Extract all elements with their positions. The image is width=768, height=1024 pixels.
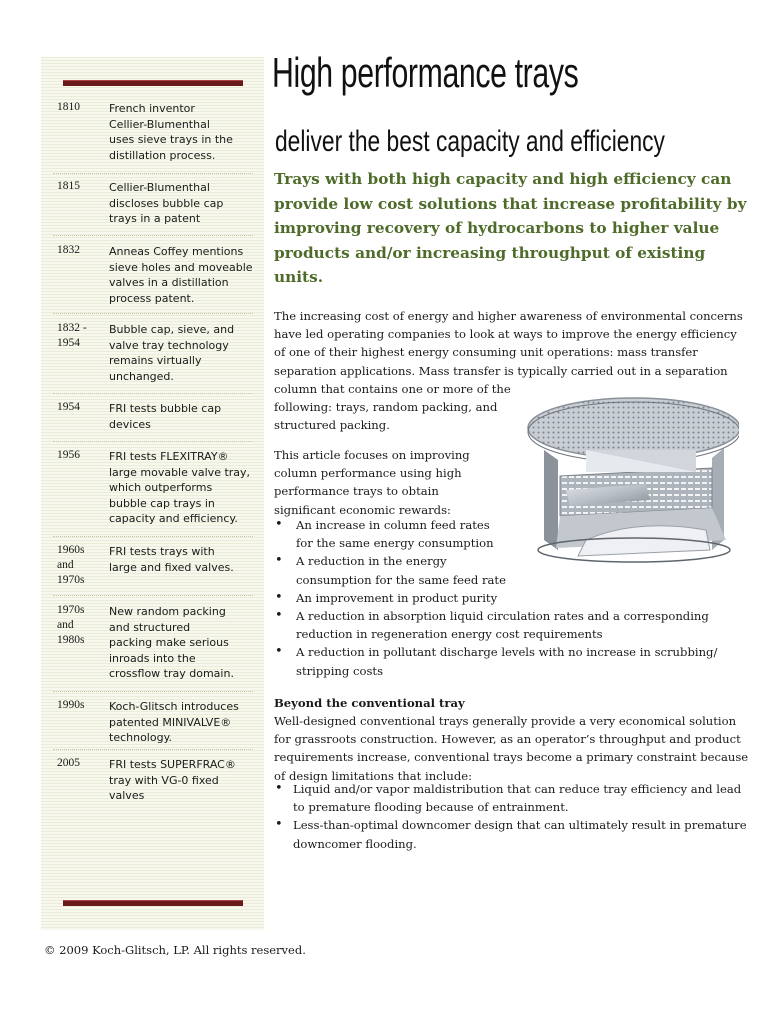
timeline-divider bbox=[53, 441, 253, 442]
intro-paragraph: The increasing cost of energy and higher awareness of environmental concerns have led operating companies to look at ways to improve the energy efficiency of one of their highest energy consuming unit operations: mass transfer separation applications. Mass transfer is typically carried out in a separation column that contains one or more of the following: trays, random packing, and structured packing. bbox=[274, 309, 743, 433]
lead-paragraph: Trays with both high capacity and high efficiency can provide low cost solutions that increase profitability by improving recovery of hydrocarbons to higher value products and/or increasing throughput of existing units. bbox=[274, 170, 747, 286]
list-item: • Less-than-optimal downcomer design that can ultimately result in premature downcomer flooding. bbox=[274, 816, 747, 852]
timeline-year: 2005 bbox=[57, 757, 80, 769]
timeline-text: Cellier-Blumenthal discloses bubble cap trays in a patent bbox=[109, 181, 224, 226]
timeline-text: FRI tests SUPERFRAC® tray with VG-0 fixed valves bbox=[109, 758, 236, 803]
timeline-text: French inventor Cellier-Blumenthal uses sieve trays in the distillation process. bbox=[109, 102, 233, 162]
timeline-year: 1832 bbox=[57, 244, 80, 256]
benefits-list bbox=[274, 516, 717, 680]
timeline-text: FRI tests bubble cap devices bbox=[109, 402, 222, 431]
list-item: • An improvement in product purity bbox=[274, 589, 717, 607]
page-title: High performance trays bbox=[272, 49, 579, 96]
timeline-text: FRI tests trays with large and fixed valves. bbox=[109, 545, 234, 574]
timeline-divider bbox=[53, 536, 253, 537]
timeline-text: FRI tests FLEXITRAY® large movable valve tray, which outperforms bubble cap trays in capacity and efficiency. bbox=[109, 450, 251, 526]
timeline-text: Bubble cap, sieve, and valve tray technology remains virtually unchanged. bbox=[109, 323, 235, 383]
section-heading: Beyond the conventional tray bbox=[274, 696, 465, 710]
timeline-text: Anneas Coffey mentions sieve holes and moveable valves in a distillation process patent. bbox=[109, 245, 253, 305]
list-item: • An increase in column feed rates for the same energy consumption bbox=[274, 516, 717, 552]
conventional-tray-paragraph: Well-designed conventional trays generally provide a very economical solution for grassroots construction. However, as an operator’s throughput and product requirements increase, conventional trays become a primary constraint because of design limitations that include: bbox=[274, 714, 749, 783]
timeline-year: 1832 - 1954 bbox=[57, 322, 87, 349]
copyright-footer: © 2009 Koch-Glitsch, LP. All rights reserved. bbox=[44, 943, 306, 957]
focus-paragraph: This article focuses on improving column performance using high performance trays to obtain significant economic rewards: bbox=[274, 448, 470, 517]
timeline-divider bbox=[53, 691, 253, 692]
timeline-divider bbox=[53, 173, 253, 174]
sidebar-top-rule bbox=[63, 80, 243, 86]
timeline-year: 1954 bbox=[57, 401, 80, 413]
list-item: • A reduction in absorption liquid circulation rates and a corresponding reduction in regeneration energy cost requirements bbox=[274, 607, 717, 643]
timeline-divider bbox=[53, 313, 253, 314]
timeline-text: New random packing and structured packing make serious inroads into the crossflow tray domain. bbox=[109, 605, 234, 681]
sidebar-bottom-rule bbox=[63, 900, 243, 906]
timeline-divider bbox=[53, 595, 253, 596]
timeline-divider bbox=[53, 235, 253, 236]
timeline-year: 1990s bbox=[57, 699, 85, 711]
timeline-year: 1815 bbox=[57, 180, 80, 192]
timeline-year: 1810 bbox=[57, 101, 80, 113]
timeline-year: 1970s and 1980s bbox=[57, 604, 85, 646]
page-subtitle: deliver the best capacity and efficiency bbox=[275, 125, 665, 158]
timeline-year: 1956 bbox=[57, 449, 80, 461]
timeline-divider bbox=[53, 393, 253, 394]
list-item: • Liquid and/or vapor maldistribution that can reduce tray efficiency and lead to premature flooding because of entrainment. bbox=[274, 780, 747, 816]
timeline-divider bbox=[53, 749, 253, 750]
list-item: • A reduction in pollutant discharge levels with no increase in scrubbing/ stripping costs bbox=[274, 643, 717, 679]
timeline-sidebar bbox=[41, 57, 264, 930]
list-item: • A reduction in the energy consumption for the same feed rate bbox=[274, 552, 717, 588]
timeline-year: 1960s and 1970s bbox=[57, 544, 85, 586]
limitations-list bbox=[274, 780, 747, 853]
timeline-text: Koch-Glitsch introduces patented MINIVALVE® technology. bbox=[109, 700, 239, 745]
